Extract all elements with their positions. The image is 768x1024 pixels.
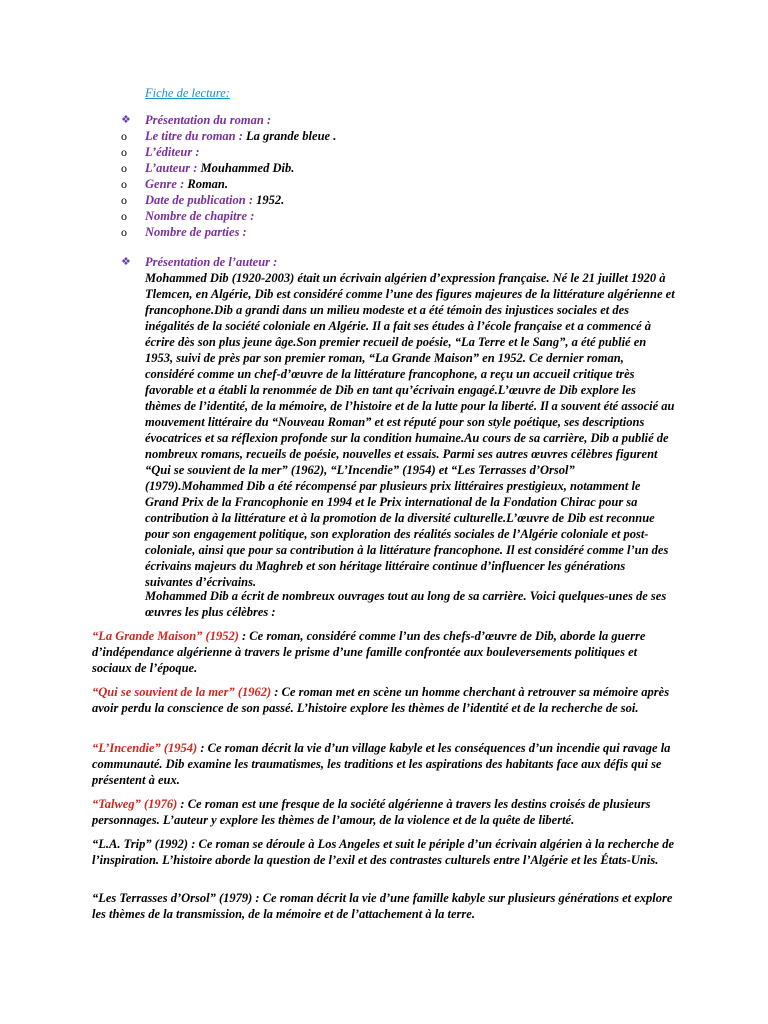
- section-heading-roman: [0, 112, 700, 128]
- item-value: Roman.: [187, 177, 228, 191]
- circle-bullet-icon: o: [121, 145, 127, 159]
- work-entry: [92, 796, 677, 828]
- list-item: [0, 176, 700, 192]
- item-label: Date de publication :: [145, 193, 257, 207]
- item-label: L’éditeur :: [145, 145, 200, 159]
- works-intro: Mohammed Dib a écrit de nombreux ouvrages tout au long de sa carrière. Voici quelques-unes de ses œuvres les plus célèbres :: [145, 589, 667, 619]
- diamond-bullet-icon: ❖: [121, 256, 131, 268]
- heading-text: Présentation de l’auteur :: [145, 255, 278, 269]
- list-item: [0, 192, 700, 208]
- work-title: “Talweg” (1976): [92, 797, 178, 811]
- item-value: 1952.: [256, 193, 285, 207]
- circle-bullet-icon: o: [121, 225, 127, 239]
- work-title: “La Grande Maison” (1952): [92, 629, 239, 643]
- diamond-bullet-icon: ❖: [121, 114, 131, 126]
- circle-bullet-icon: o: [121, 193, 127, 207]
- work-title: “Qui se souvient de la mer” (1962): [92, 685, 272, 699]
- list-item: [0, 208, 700, 224]
- work-description: : Ce roman est une fresque de la société algérienne à travers les destins croisés de plusieurs personnages. L’auteur y explore les thèmes de l’amour, de la violence et de la quête de liberté.: [92, 797, 651, 827]
- section-heading-auteur: [0, 254, 700, 270]
- work-description: : Ce roman, considéré comme l’un des chefs-d’œuvre de Dib, aborde la guerre d’indépendance algérienne à travers le prisme d’une famille confrontée aux bouleversements politiques et sociaux de l’époque.: [92, 629, 646, 675]
- work-description: : Ce roman décrit la vie d’un village kabyle et les conséquences d’un incendie qui ravage la communauté. Dib examine les traumatismes, les traditions et les aspirations des habitants face aux défis qui se présentent à eux.: [92, 741, 671, 787]
- work-entry: [92, 684, 677, 716]
- item-label: Genre :: [145, 177, 188, 191]
- work-entry: [92, 740, 677, 788]
- work-title: “L.A. Trip” (1992): [92, 837, 189, 851]
- item-label: Le titre du roman :: [145, 129, 247, 143]
- item-value: La grande bleue .: [246, 129, 337, 143]
- circle-bullet-icon: o: [121, 209, 127, 223]
- circle-bullet-icon: o: [121, 129, 127, 143]
- list-item: [0, 160, 700, 176]
- work-entry: [92, 890, 677, 922]
- item-label: Nombre de chapitre :: [145, 209, 255, 223]
- item-label: L’auteur :: [145, 161, 201, 175]
- work-entry: [92, 836, 677, 868]
- item-value: Mouhammed Dib.: [200, 161, 295, 175]
- circle-bullet-icon: o: [121, 161, 127, 175]
- work-entry: [92, 628, 677, 676]
- circle-bullet-icon: o: [121, 177, 127, 191]
- item-label: Nombre de parties :: [145, 225, 247, 239]
- list-item: [0, 128, 700, 144]
- heading-text: Présentation du roman :: [145, 113, 272, 127]
- work-description: : Ce roman décrit la vie d’une famille kabyle sur plusieurs générations et explore les thèmes de la transmission, de la mémoire et de l’attachement à la terre.: [92, 891, 673, 921]
- fiche-title: Fiche de lecture:: [145, 86, 230, 100]
- list-item: [0, 224, 700, 240]
- author-biography: Mohammed Dib (1920-2003) était un écrivain algérien d’expression française. Né le 21 juillet 1920 à Tlemcen, en Algérie, Dib est considéré comme l’une des figures majeures de la littérature algérienne et francophone.Dib a grandi dans un milieu modeste et a été témoin des injustices sociales et des inégalités de la société coloniale en Algérie. Il a fait ses études à l’école française et a commencé à écrire dès son plus jeune âge.Son premier recueil de poésie, “La Terre et le Sang”, a été publié en 1953, suivi de près par son premier roman, “La Grande Maison” en 1952. Ce dernier roman, considéré comme un chef-d’œuvre de la littérature francophone, a reçu un accueil critique très favorable et a établi la renommée de Dib en tant qu’écrivain engagé.L’œuvre de Dib explore les thèmes de l’identité, de la mémoire, de l’histoire et de la lutte pour la liberté. Il a souvent été associé au mouvement littéraire du “Nouveau Roman” et est réputé pour son style poétique, ses descriptions évocatrices et sa réflexion profonde sur la condition humaine.Au cours de sa carrière, Dib a publié de nombreux romans, recueils de poésie, nouvelles et essais. Parmi ses autres œuvres célèbres figurent “Qui se souvient de la mer” (1962), “L’Incendie” (1954) et “Les Terrasses d’Orsol” (1979).Mohammed Dib a été récompensé par plusieurs prix littéraires prestigieux, notamment le Grand Prix de la Francophonie en 1994 et le Prix international de la Fondation Chirac pour sa contribution à la littérature et à la promotion de la diversité culturelle.L’œuvre de Dib est reconnue pour son engagement politique, son exploration des réalités sociales de l’Algérie coloniale et post-coloniale, ainsi que pour sa contribution à la littérature francophone. Il est considéré comme l’un des écrivains majeurs du Maghreb et son héritage littéraire continue d’influencer les générations suivantes d’écrivains.: [145, 271, 675, 589]
- list-item: [0, 144, 700, 160]
- work-description: : Ce roman met en scène un homme cherchant à retrouver sa mémoire après avoir perdu la conscience de son passé. L’histoire explore les thèmes de l’identité et de la recherche de soi.: [92, 685, 670, 715]
- work-description: : Ce roman se déroule à Los Angeles et suit le périple d’un écrivain algérien à la recherche de l’inspiration. L’histoire aborde la question de l’exil et des contrastes culturels entre l’Algérie et les États-Unis.: [92, 837, 675, 867]
- work-title: “L’Incendie” (1954): [92, 741, 198, 755]
- work-title: “Les Terrasses d’Orsol” (1979): [92, 891, 253, 905]
